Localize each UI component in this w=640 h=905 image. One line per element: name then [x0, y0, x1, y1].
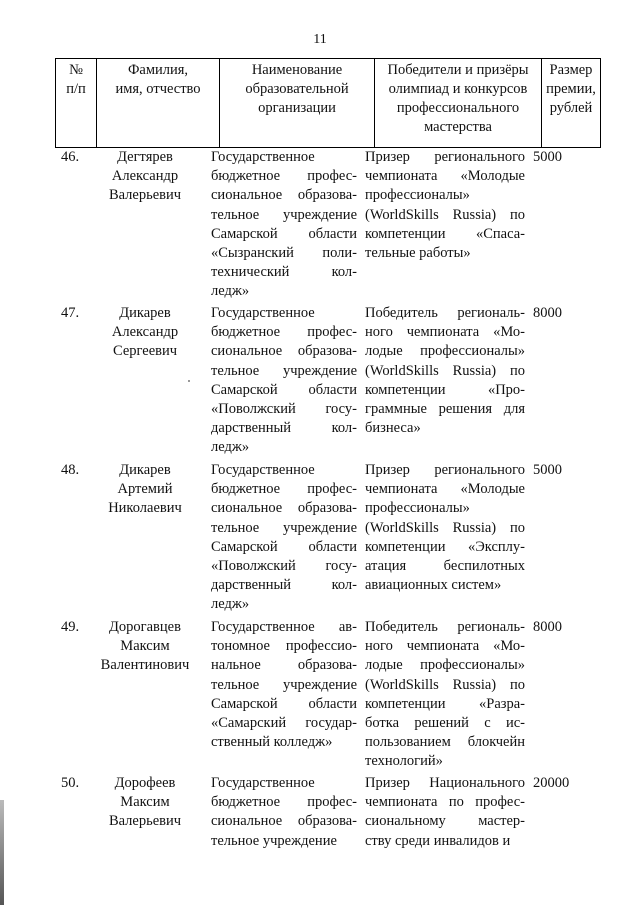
- cell-line: (WorldSkills Russia) по: [365, 519, 525, 536]
- cell-line: атация беспилотных: [365, 558, 525, 575]
- cell-line: бизнеса»: [365, 420, 421, 437]
- cell-line: бюджетное профес-: [211, 481, 357, 498]
- cell-line: «Сызранский поли-: [211, 245, 357, 262]
- cell-line: Валентинович: [100, 657, 190, 674]
- cell-line: ству среди инвалидов и: [365, 832, 511, 849]
- prize-amount: 5000: [533, 149, 562, 165]
- header-prize: [542, 59, 601, 148]
- person-name: [95, 618, 195, 676]
- cell-line: ботка решений с ис-: [365, 715, 525, 732]
- cell-line: ледж»: [211, 283, 250, 300]
- cell-line: лодые профессионалы»: [365, 657, 525, 674]
- header-name-line: Фамилия,: [127, 62, 189, 78]
- person-name: [95, 304, 195, 362]
- cell-line: «Поволжский госу-: [211, 401, 357, 418]
- table-header: [55, 58, 601, 148]
- cell-line: сиональное образова-: [211, 343, 357, 360]
- header-num-line: п/п: [66, 81, 86, 97]
- cell-line: бюджетное профес-: [211, 794, 357, 811]
- cell-line: тельное учреждение: [211, 206, 357, 223]
- header-winners-line: Победители и призёры: [387, 62, 529, 78]
- cell-line: Николаевич: [108, 500, 182, 517]
- cell-line: компетенции «Эксплу-: [365, 538, 525, 555]
- cell-line: тельное учреждение: [211, 519, 357, 536]
- cell-line: компетенции «Разра-: [365, 695, 525, 712]
- header-name-line: имя, отчество: [115, 81, 201, 97]
- cell-line: дарственный кол-: [211, 420, 357, 437]
- cell-line: компетенции «Спаса-: [365, 225, 525, 242]
- prize-amount: 8000: [533, 619, 562, 635]
- header-prize-line: премии,: [546, 81, 596, 97]
- cell-line: пользованием блокчейн: [365, 734, 525, 751]
- cell-line: Призер Национального: [365, 775, 525, 791]
- cell-line: технологий»: [365, 753, 443, 770]
- organization-name: [211, 774, 357, 851]
- cell-line: Призер регионального: [365, 462, 525, 478]
- cell-line: Максим: [120, 794, 170, 811]
- row-number: 50.: [61, 775, 80, 791]
- cell-line: граммные решения для: [365, 401, 525, 418]
- cell-line: чемпионата «Молодые: [365, 481, 525, 498]
- scan-speck: [188, 380, 190, 382]
- cell-line: Призер регионального: [365, 149, 525, 165]
- cell-line: сиональное образова-: [211, 500, 357, 517]
- cell-line: Дорофеев: [114, 775, 176, 791]
- cell-line: Победитель региональ-: [365, 305, 525, 321]
- cell-line: ного чемпионата «Мо-: [365, 324, 525, 341]
- cell-line: ного чемпионата «Мо-: [365, 638, 525, 655]
- cell-line: Самарской области: [211, 538, 357, 555]
- row-number: 48.: [61, 462, 80, 478]
- cell-line: (WorldSkills Russia) по: [365, 206, 525, 223]
- person-name: [95, 148, 195, 206]
- header-winners: [375, 59, 542, 148]
- cell-line: (WorldSkills Russia) по: [365, 676, 525, 693]
- prize-amount: 5000: [533, 462, 562, 478]
- cell-line: «Самарский государ-: [211, 715, 357, 732]
- row-number: 46.: [61, 149, 80, 165]
- cell-line: авиационных систем»: [365, 577, 502, 594]
- cell-line: чемпионата по профес-: [365, 794, 525, 811]
- header-org-line: организации: [258, 100, 336, 116]
- cell-line: Самарской области: [211, 381, 357, 398]
- organization-name: [211, 304, 357, 458]
- cell-line: технический кол-: [211, 264, 357, 281]
- cell-line: Валерьевич: [108, 813, 182, 830]
- cell-line: Сергеевич: [112, 343, 178, 360]
- achievement: [365, 618, 525, 772]
- cell-line: Самарской области: [211, 695, 357, 712]
- cell-line: Максим: [120, 638, 170, 655]
- cell-line: ледж»: [211, 596, 250, 613]
- cell-line: Артемий: [117, 481, 173, 498]
- cell-line: чемпионата «Молодые: [365, 168, 525, 185]
- cell-line: тельные работы»: [365, 245, 471, 262]
- cell-line: «Поволжский госу-: [211, 558, 357, 575]
- person-name: [95, 461, 195, 519]
- header-org-line: образовательной: [245, 81, 349, 97]
- organization-name: [211, 148, 357, 302]
- cell-line: ственный колледж»: [211, 734, 333, 751]
- cell-line: дарственный кол-: [211, 577, 357, 594]
- cell-line: сиональное образова-: [211, 187, 357, 204]
- cell-line: Дикарев: [119, 305, 171, 321]
- cell-line: Александр: [111, 324, 179, 341]
- cell-line: Дегтярев: [117, 149, 173, 165]
- cell-line: профессионалы»: [365, 187, 470, 204]
- cell-line: сиональное образова-: [211, 813, 357, 830]
- cell-line: тельное учреждение: [211, 832, 337, 849]
- cell-line: сиональному мастер-: [365, 813, 525, 830]
- prize-amount: 8000: [533, 305, 562, 321]
- achievement: [365, 148, 525, 263]
- achievement: [365, 774, 525, 851]
- header-org-line: Наименование: [251, 62, 343, 78]
- cell-line: Валерьевич: [108, 187, 182, 204]
- cell-line: лодые профессионалы»: [365, 343, 525, 360]
- header-org: [220, 59, 375, 148]
- cell-line: Государственное ав-: [211, 619, 357, 635]
- cell-line: Дорогавцев: [109, 619, 181, 635]
- achievement: [365, 304, 525, 438]
- cell-line: Победитель региональ-: [365, 619, 525, 635]
- cell-line: нальное образова-: [211, 657, 357, 674]
- header-winners-line: мастерства: [424, 119, 492, 135]
- header-prize-line: рублей: [549, 100, 593, 116]
- row-number: 49.: [61, 619, 80, 635]
- prize-amount: 20000: [533, 775, 570, 791]
- organization-name: [211, 618, 357, 752]
- header-winners-line: олимпиад и конкурсов: [388, 81, 528, 97]
- header-name: [97, 59, 220, 148]
- header-num-line: №: [69, 62, 83, 78]
- cell-line: Государственное: [211, 462, 315, 478]
- header-winners-line: профессионального: [396, 100, 520, 116]
- cell-line: Государственное: [211, 305, 315, 321]
- cell-line: Самарской области: [211, 225, 357, 242]
- person-name: [95, 774, 195, 832]
- header-num: [56, 59, 97, 148]
- cell-line: тельное учреждение: [211, 362, 357, 379]
- cell-line: ледж»: [211, 439, 250, 456]
- cell-line: (WorldSkills Russia) по: [365, 362, 525, 379]
- cell-line: бюджетное профес-: [211, 168, 357, 185]
- cell-line: бюджетное профес-: [211, 324, 357, 341]
- scan-edge-mark: [0, 800, 4, 905]
- cell-line: компетенции «Про-: [365, 381, 525, 398]
- achievement: [365, 461, 525, 595]
- cell-line: Александр: [111, 168, 179, 185]
- cell-line: Государственное: [211, 149, 315, 165]
- cell-line: тельное учреждение: [211, 676, 357, 693]
- cell-line: Государственное: [211, 775, 315, 791]
- cell-line: Дикарев: [119, 462, 171, 478]
- page-number: 11: [313, 32, 327, 47]
- cell-line: профессионалы»: [365, 500, 470, 517]
- organization-name: [211, 461, 357, 615]
- header-prize-line: Размер: [549, 62, 593, 78]
- cell-line: тономное профессио-: [211, 638, 357, 655]
- row-number: 47.: [61, 305, 80, 321]
